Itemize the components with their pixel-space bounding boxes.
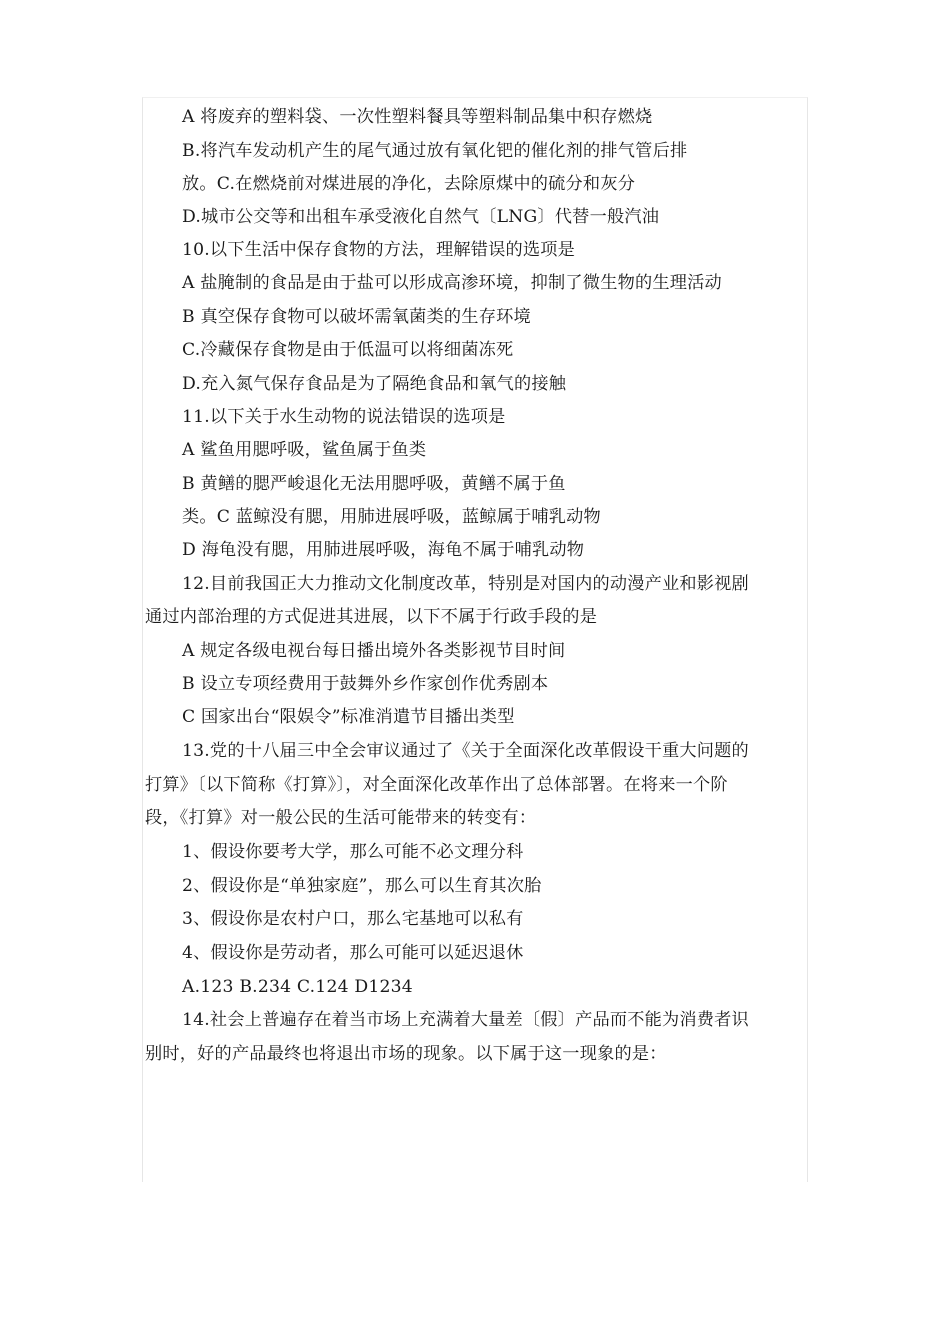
text-line: B 黄鳝的腮严峻退化无法用腮呼吸，黄鳝不属于鱼 (182, 474, 566, 494)
text-line: 4、假设你是劳动者，那么可能可以延迟退休 (182, 943, 524, 963)
text-line: 别时，好的产品最终也将退出市场的现象。以下属于这一现象的是： (145, 1044, 667, 1064)
text-line: D.城市公交等和出租车承受液化自然气〔LNG〕代替一般汽油 (182, 207, 660, 227)
text-line: 放。C.在燃烧前对煤进展的净化，去除原煤中的硫分和灰分 (182, 174, 636, 194)
text-line: B 真空保存食物可以破坏需氧菌类的生存环境 (182, 307, 531, 327)
text-line: 打算》〔以下简称《打算》〕，对全面深化改革作出了总体部署。在将来一个阶 (145, 775, 728, 795)
text-line: 1、假设你要考大学，那么可能不必文理分科 (182, 842, 524, 862)
text-line: C.冷藏保存食物是由于低温可以将细菌冻死 (182, 340, 514, 360)
text-line: B 设立专项经费用于鼓舞外乡作家创作优秀剧本 (182, 674, 549, 694)
text-line: 3、假设你是农村户口，那么宅基地可以私有 (182, 909, 524, 929)
text-line: A 规定各级电视台每日播出境外各类影视节目时间 (182, 641, 566, 661)
text-line: D.充入氮气保存食品是为了隔绝食品和氧气的接触 (182, 374, 567, 394)
text-line: 段，《打算》对一般公民的生活可能带来的转变有： (145, 808, 537, 828)
question-14: 14.社会上普遍存在着当市场上充满着大量差〔假〕产品而不能为消费者识 (182, 1010, 749, 1030)
text-line: A 鲨鱼用腮呼吸，鲨鱼属于鱼类 (182, 440, 427, 460)
question-12: 12.目前我国正大力推动文化制度改革，特别是对国内的动漫产业和影视剧 (182, 574, 749, 594)
question-11: 11.以下关于水生动物的说法错误的选项是 (182, 407, 506, 427)
text-line: C 国家出台“限娱令”标准消遣节目播出类型 (182, 707, 515, 727)
text-line: A 将废弃的塑料袋、一次性塑料餐具等塑料制品集中积存燃烧 (182, 107, 653, 127)
question-13: 13.党的十八届三中全会审议通过了《关于全面深化改革假设干重大问题的 (182, 741, 749, 761)
text-line: B.将汽车发动机产生的尾气通过放有氧化钯的催化剂的排气管后排 (182, 141, 688, 161)
text-line: 类。C 蓝鲸没有腮，用肺进展呼吸，蓝鲸属于哺乳动物 (182, 507, 601, 527)
text-line: D 海龟没有腮，用肺进展呼吸，海龟不属于哺乳动物 (182, 540, 585, 560)
text-line: 2、假设你是“单独家庭”，那么可以生育其次胎 (182, 876, 542, 896)
question-10: 10.以下生活中保存食物的方法，理解错误的选项是 (182, 240, 576, 260)
text-line: A 盐腌制的食品是由于盐可以形成高渗环境，抑制了微生物的生理活动 (182, 273, 722, 293)
text-line: 通过内部治理的方式促进其进展，以下不属于行政手段的是 (145, 607, 598, 627)
answer-options: A.123 B.234 C.124 D1234 (182, 977, 413, 997)
